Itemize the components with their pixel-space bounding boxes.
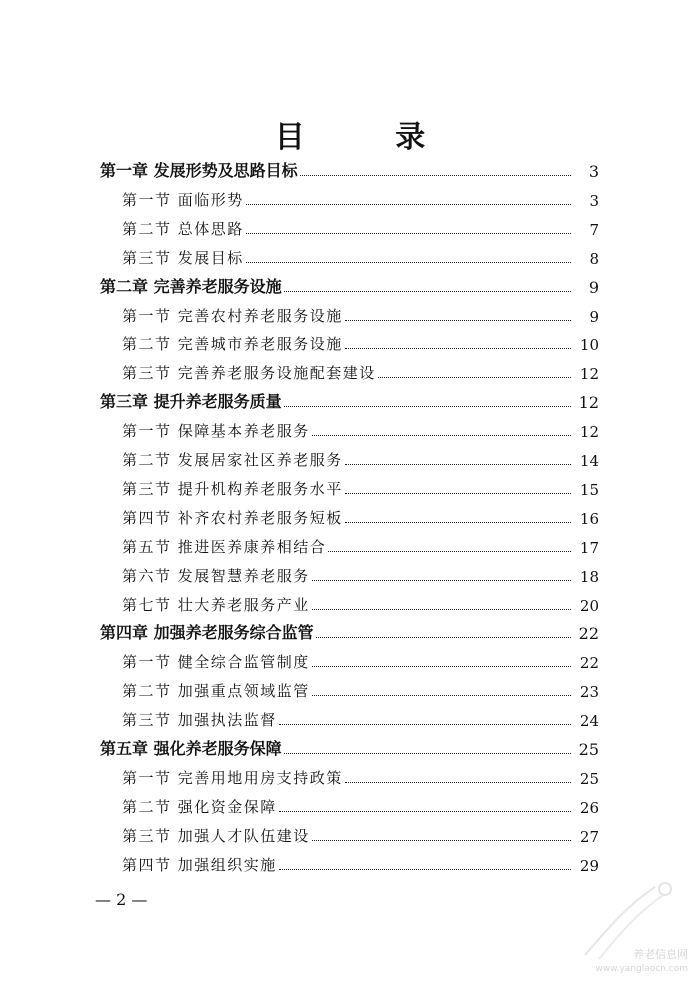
dot-leader	[300, 174, 571, 176]
dot-leader	[345, 492, 571, 494]
toc-entry-label: 第六节 发展智慧养老服务	[122, 566, 310, 585]
toc-entry-page: 8	[589, 249, 599, 268]
toc-entry-page: 22	[579, 654, 599, 673]
page-number-footer: — 2 —	[95, 890, 148, 909]
toc-entry-label: 第一节 保障基本养老服务	[122, 422, 310, 441]
toc-entry-label: 第四节 补齐农村养老服务短板	[122, 508, 343, 527]
toc-entry-label: 第三节 发展目标	[122, 248, 244, 267]
toc-section-entry	[122, 560, 599, 586]
toc-entry-page: 14	[579, 452, 599, 470]
toc-entry-page: 26	[579, 798, 599, 817]
toc-entry-label: 第二章 完善养老服务设施	[100, 276, 282, 296]
dot-leader	[328, 550, 571, 552]
toc-section-entry	[122, 184, 599, 210]
toc-section-entry	[122, 589, 599, 615]
toc-entry-page: 20	[579, 596, 599, 615]
toc-entry-label: 第七节 壮大养老服务产业	[122, 595, 310, 614]
toc-entry-label: 第三节 提升机构养老服务水平	[122, 479, 343, 498]
toc-entry-label: 第二节 总体思路	[122, 219, 244, 238]
dot-leader	[345, 781, 571, 783]
toc-section-entry	[122, 328, 599, 354]
dot-leader	[246, 261, 571, 263]
dot-leader	[312, 579, 571, 581]
toc-entry-label: 第二节 完善城市养老服务设施	[122, 335, 343, 354]
dot-leader	[284, 752, 571, 754]
dot-leader	[345, 319, 571, 321]
dot-leader	[345, 521, 571, 523]
toc-entry-label: 第一节 完善农村养老服务设施	[122, 306, 343, 325]
toc-section-entry	[122, 213, 599, 239]
dot-leader	[279, 723, 571, 725]
toc-entry-page: 29	[579, 856, 599, 875]
toc-chapter-entry	[100, 386, 599, 412]
watermark-site-name: 养老信息网	[633, 948, 688, 961]
toc-entry-label: 第四章 加强养老服务综合监管	[100, 623, 314, 643]
toc-entry-page: 27	[579, 827, 599, 846]
toc-chapter-entry	[100, 617, 599, 643]
toc-section-entry	[122, 242, 599, 268]
toc-entry-page: 15	[579, 480, 599, 499]
toc-entry-page: 9	[588, 277, 599, 297]
toc-entry-label: 第一节 完善用地用房支持政策	[122, 768, 343, 787]
dot-leader	[312, 608, 571, 610]
toc-entry-label: 第三章 提升养老服务质量	[100, 392, 282, 412]
toc-entry-page: 10	[579, 336, 599, 355]
toc-entry-label: 第二节 加强重点领域监管	[122, 682, 310, 701]
toc-section-entry	[122, 357, 599, 383]
dot-leader	[345, 347, 571, 349]
dot-leader	[246, 232, 571, 234]
toc-section-entry	[122, 849, 599, 875]
toc-entry-page: 9	[589, 307, 599, 326]
toc-entry-label: 第五章 强化养老服务保障	[100, 739, 282, 758]
toc-entry-page: 3	[588, 162, 599, 181]
toc-entry-page: 22	[578, 624, 599, 644]
toc-entry-page: 16	[579, 509, 599, 528]
toc-section-entry	[122, 704, 599, 730]
toc-section-entry	[122, 415, 599, 441]
toc-section-entry	[122, 762, 599, 788]
toc-entry-label: 第三节 完善养老服务设施配套建设	[122, 364, 376, 383]
watermark-url: www.yanglaocn.com	[595, 964, 688, 974]
toc-entry-label: 第一章 发展形势及思路目标	[100, 161, 298, 180]
toc-section-entry	[122, 502, 599, 528]
toc-entry-label: 第一节 面临形势	[122, 190, 244, 209]
toc-section-entry	[122, 820, 599, 846]
toc-entry-label: 第二节 强化资金保障	[122, 797, 277, 816]
toc-section-entry	[122, 300, 599, 326]
toc-entry-page: 12	[578, 393, 599, 413]
toc-chapter-entry	[100, 271, 599, 297]
toc-section-entry	[122, 473, 599, 499]
dot-leader	[312, 434, 571, 436]
toc-entry-page: 18	[579, 567, 599, 586]
dot-leader	[284, 290, 571, 292]
dot-leader	[284, 405, 571, 407]
toc-entry-label: 第三节 加强执法监督	[122, 711, 277, 730]
toc-entry-page: 23	[579, 683, 599, 702]
toc-section-entry	[122, 646, 599, 672]
toc-section-entry	[122, 444, 599, 470]
toc-entry-page: 25	[578, 740, 599, 759]
toc-entry-label: 第三节 加强人才队伍建设	[122, 826, 310, 845]
dot-leader	[279, 810, 571, 812]
toc-section-entry	[122, 531, 599, 557]
toc-entry-page: 24	[579, 712, 599, 731]
toc-entry-label: 第四节 加强组织实施	[122, 855, 277, 874]
toc-entry-page: 17	[579, 538, 599, 557]
toc-chapter-entry	[100, 733, 599, 759]
toc-entry-label: 第一节 健全综合监管制度	[122, 653, 310, 672]
toc-entry-page: 3	[589, 191, 599, 210]
toc-entry-page: 7	[589, 220, 599, 239]
dot-leader	[312, 665, 571, 667]
dot-leader	[246, 203, 571, 205]
toc-entry-page: 12	[579, 423, 599, 442]
dot-leader	[316, 636, 571, 638]
dot-leader	[312, 694, 571, 696]
toc-section-entry	[122, 675, 599, 701]
toc-chapter-entry	[100, 155, 599, 181]
toc-title: 目 录	[274, 120, 466, 155]
toc-entry-label: 第五节 推进医养康养相结合	[122, 537, 327, 556]
dot-leader	[279, 868, 571, 870]
dot-leader	[378, 376, 571, 378]
dot-leader	[345, 463, 571, 465]
toc-entry-label: 第二节 发展居家社区养老服务	[122, 451, 343, 469]
dot-leader	[312, 839, 571, 841]
toc-entry-page: 12	[579, 365, 599, 384]
toc-section-entry	[122, 791, 599, 817]
toc-entry-page: 25	[579, 769, 599, 788]
